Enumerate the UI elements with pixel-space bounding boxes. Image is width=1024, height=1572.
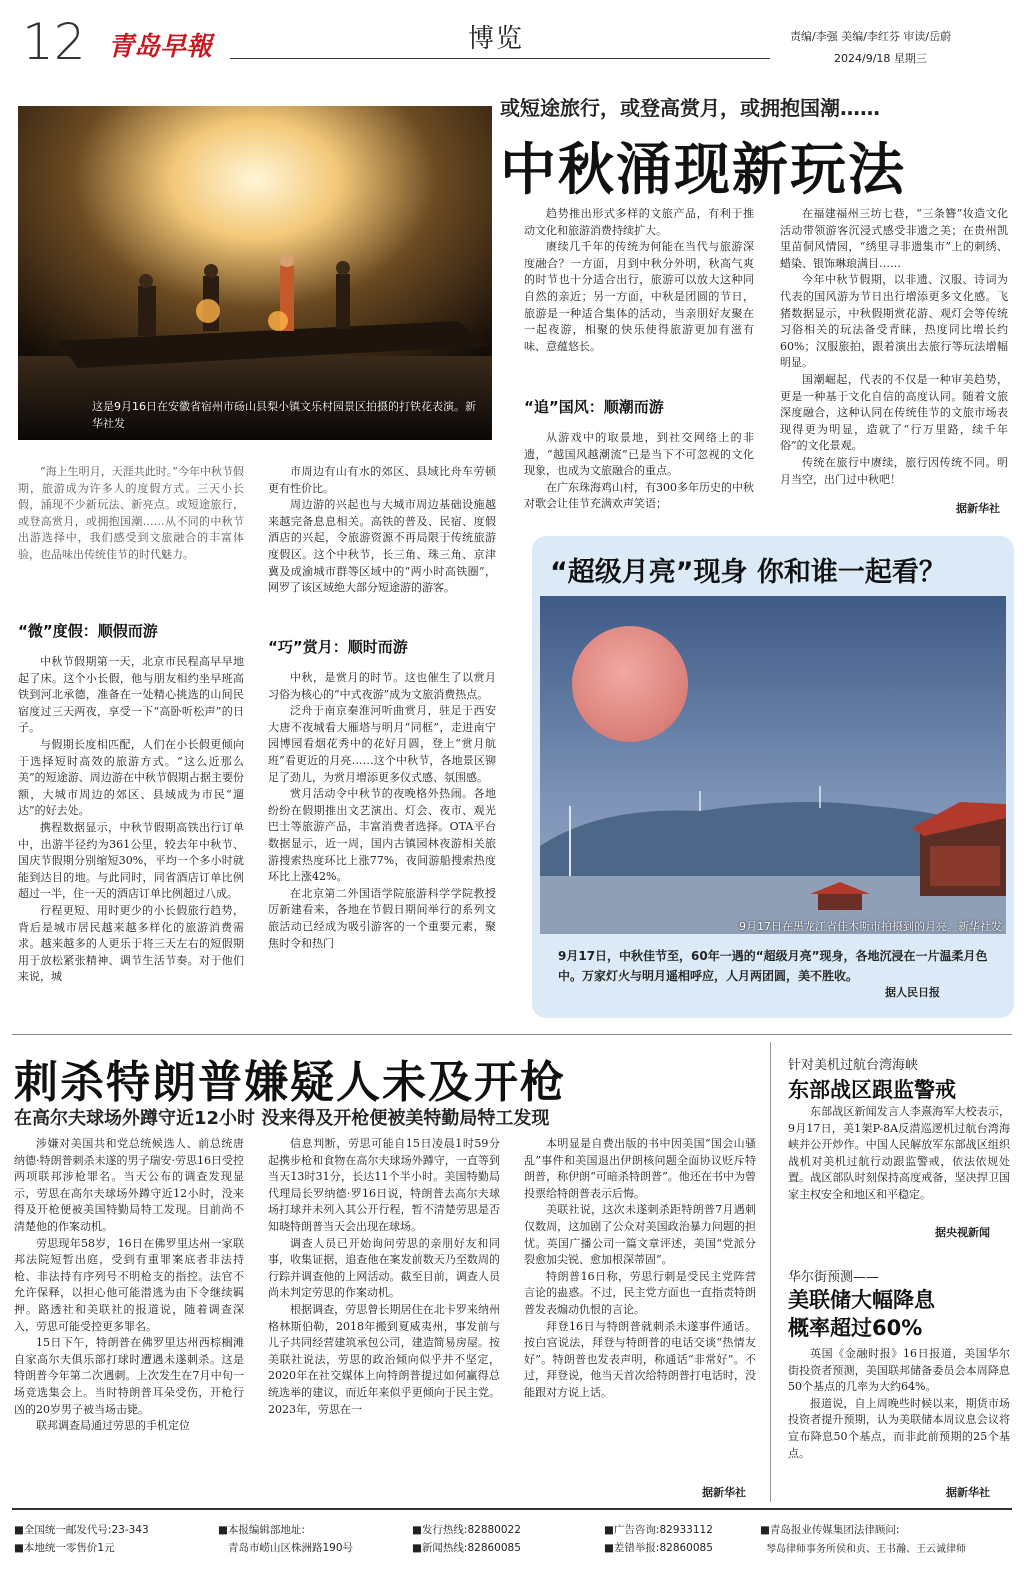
trump-col3 xyxy=(524,1136,756,1402)
lead-col1-p4: 行程更短、用时更少的小长假旅行趋势，背后是城市居民越来越多样化的旅游消费需求。越来越多的人更乐于将三天左右的短假期用于放松紧张精神、调节生活节奏。对于他们来说，城 xyxy=(18,903,244,984)
lead-subhead-3: “追”国风：顺潮而游 xyxy=(524,398,664,416)
lead-col2b-p4: 在北京第二外国语学院旅游科学学院教授厉新建看来，各地在节假日期间举行的系列文旅活动已经成为吸引游客的一个重要元素，聚焦时令和热门 xyxy=(268,886,496,950)
lead-intro: “海上生明月，天涯共此时。”今年中秋节假期，旅游成为许多人的度假方式。三天小长假，涌现不少新玩法、新亮点。或短途旅行，或登高赏月，或拥抱国潮……从不同的中秋节出游选择中，我们感受到文旅融合的丰富体验，也品味出传统佳节的时代魅力。 xyxy=(18,465,244,561)
lead-col1-p1: 中秋节假期第一天，北京市民程高早早地起了床。这个小长假，他与朋友相约坐早班高铁到河北承德，准备在一处精心挑选的山间民宿度过三天两夜，享受一下“高卧听松声”的日子。 xyxy=(18,655,244,735)
sidebar1-headline: 东部战区跟监警戒 xyxy=(788,1078,956,1102)
trump-col3-p4: 拜登16日与特朗普就刺杀未遂事件通话。按白宫说法，拜登与特朗普的电话交谈“热情友好”。特朗普也发表声明，称通话“非常好”。不过，拜登说，他当天首次给特朗普打电话时，没能跟对方说上话。 xyxy=(524,1319,756,1399)
trump-headline: 刺杀特朗普嫌疑人未及开枪 xyxy=(14,1057,566,1108)
trump-col1-p1: 涉嫌对美国共和党总统候选人、前总统唐纳德·特朗普刺杀未遂的男子瑞安·劳思16日受控两项联邦涉枪罪名。当天公布的调查发现显示，劳思在高尔夫球场外蹲守近12小时，没来得及开枪便被美国特勤局特工发现。目前尚不清楚他的作案动机。 xyxy=(14,1137,244,1233)
footer-price: ■本地统一零售价1元 xyxy=(14,1542,115,1554)
editors: 责编/李强 美编/李红芬 审读/岳蔚 xyxy=(790,30,952,43)
trump-col1 xyxy=(14,1136,244,1435)
footer-error-hotline: ■差错举报:82860085 xyxy=(604,1542,713,1554)
footer-address: 青岛市崂山区株洲路190号 xyxy=(228,1542,354,1554)
lead-col3b xyxy=(524,430,754,513)
iron-flower-image xyxy=(18,106,492,440)
trump-col2 xyxy=(268,1136,500,1418)
lead-col2-p2: 周边游的兴起也与大城市周边基础设施越来越完备息息相关。高铁的普及、民宿、度假酒店的兴起，令旅游资源不再局限于传统旅游度假区。这个中秋节，长三角、珠三角、京津冀及成渝城市群等区域中的“两小时高铁圈”，网罗了该区域绝大部分短途游的游客。 xyxy=(268,498,496,595)
lead-col2b-p2: 泛舟于南京秦淮河听曲赏月，驻足于西安大唐不夜城看大雁塔与明月“同框”，走进南宁园博园看烟花秀中的花好月圆，登上“赏月航班”看更近的月亮……这个中秋节，各地景区铆足了劲儿，为赏月增添更多仪式感、氛围感。 xyxy=(268,704,496,784)
lead-col3b-p1: 从游戏中的取景地，到社交网络上的非遗，“越国风越潮流”已是当下不可忽视的文化现象，也成为文旅融合的重点。 xyxy=(524,431,754,478)
sidebar2-p1: 英国《金融时报》16日报道，美国华尔街投资者预测，美国联邦储备委员会本周降息50个基点的几率为大约64%。 xyxy=(788,1347,1010,1394)
sidebar2-p2: 报道说，自上周晚些时候以来，期货市场投资者提升预期，认为美联储本周议息会议将宣布降息50个基点，而非此前预期的25个基点。 xyxy=(788,1396,1010,1460)
section-title: 博览 xyxy=(468,24,525,54)
moon-photo-caption: 9月17日在黑龙江省佳木斯市拍摄到的月亮。新华社发 xyxy=(739,920,1002,933)
lead-col2 xyxy=(268,464,496,597)
sidebar1-kicker: 针对美机过航台湾海峡 xyxy=(788,1058,919,1073)
lead-col4 xyxy=(780,206,1008,488)
lead-col3-p1: 趋势推出形式多样的文旅产品，有利于推动文化和旅游消费持续扩大。 xyxy=(524,207,754,237)
footer-news-hotline: ■新闻热线:82860085 xyxy=(412,1542,521,1554)
sidebar2-body xyxy=(788,1346,1010,1462)
lead-col1-p2: 与假期长度相匹配，人们在小长假更倾向于选择短时高效的旅游方式。“这么近那么美”的短途游、周边游在中秋节假期占据主要份额，大城市周边的郊区、县域成为市民“遛达”的好去处。 xyxy=(18,737,244,818)
trump-col2-p2: 调查人员已开始询问劳思的亲朋好友和同事，收集证据，追查他在案发前数天乃至数周的行踪并调查他的上网活动。截至目前，调查人员尚未判定劳思的作案动机。 xyxy=(268,1236,500,1300)
sidebar2-headline-2: 概率超过60% xyxy=(788,1316,923,1340)
moon-text: 9月17日，中秋佳节至，60年一遇的“超级月亮”现身，各地沉浸在一片温柔月色中。万家灯火与明月遥相呼应，人月两团圆，美不胜收。 xyxy=(558,949,988,983)
trump-col2-p3: 根据调查，劳思曾长期居住在北卡罗来纳州格林斯伯勒，2018年搬到夏威夷州，事发前与儿子共同经营建筑承包公司，建造简易房屋。按美联社说法，劳思的政治倾向似乎并不坚定，2020年在社交媒体上向特朗普提过如何赢得总统选举的建议，而近年来似乎更倾向于民主党。2023年，劳思在一 xyxy=(268,1302,500,1416)
trump-subhead: 在高尔夫球场外蹲守近12小时 没来得及开枪便被美特勤局特工发现 xyxy=(14,1108,550,1129)
trump-col1-p4: 联邦调查局通过劳思的手机定位 xyxy=(36,1419,190,1433)
sidebar2-headline-1: 美联储大幅降息 xyxy=(788,1288,935,1312)
lead-col1-p3: 携程数据显示，中秋节假期高铁出行订单中，出游半径约为361公里，较去年中秋节、国庆节假期分别缩短30%，平均一个多小时就能到达目的地。与此同时，同省酒店订单比例超过一半，住一天的酒店订单比例超过八成。 xyxy=(18,820,244,901)
sidebar2-kicker: 华尔街预测—— xyxy=(788,1270,880,1285)
footer-legal-label: ■青岛报业传媒集团法律顾问: xyxy=(760,1524,900,1536)
trump-col1-p3: 15日下午，特朗普在佛罗里达州西棕榈滩自家高尔夫俱乐部打球时遭遇未遂刺杀。这是特朗普今年第二次遇刺。上次发生在7月中旬一场竞选集会上。当时特朗普耳朵受伤，开枪行凶的20岁男子被当场击毙。 xyxy=(14,1336,244,1416)
lead-col3-p2: 赓续几千年的传统为何能在当代与旅游深度融合？一方面，月到中秋分外明，秋高气爽的时节也十分适合出行，旅游可以放大这种同自然的亲近；另一方面，中秋是团圆的节日，旅游是一种适合集体的活动，当亲朋好友聚在一起夜游，相聚的快乐使得旅游更加有滋有味、意蕴悠长。 xyxy=(524,240,754,353)
section-divider xyxy=(12,1034,1012,1035)
lead-col2b-p1: 中秋，是赏月的时节。这也催生了以赏月习俗为核心的“中式夜游”成为文旅消费热点。 xyxy=(268,671,496,701)
lead-col3 xyxy=(524,206,754,355)
sidebar1-text: 东部战区新闻发言人李熹海军大校表示，9月17日，美1架P-8A反潜巡逻机过航台湾海峡并公开炒作。中国人民解放军东部战区组织战机对美机过航行动跟监警戒，依法依规处置。战区部队时刻保持高度戒备，坚决捍卫国家主权安全和地区和平稳定。 xyxy=(788,1105,1010,1201)
moon-credit: 据人民日报 xyxy=(885,986,940,999)
footer-ad-hotline: ■广告咨询:82933112 xyxy=(604,1524,713,1536)
lead-subhead-1: “微”度假：顺假而游 xyxy=(18,622,158,640)
trump-col2-p1: 信息判断，劳思可能自15日凌晨1时59分起携步枪和食物在高尔夫球场外蹲守，一直等到当天13时31分，长达11个半小时。美国特勤局代理局长罗纳德·罗16日说，特朗普去高尔夫球场打球并未列入其公开行程，暂不清楚劳思是否知晓特朗普当天会出现在球场。 xyxy=(268,1137,500,1233)
lead-col2b xyxy=(268,670,496,952)
lead-photo-caption: 这是9月16日在安徽省宿州市砀山县梨小镇文乐村园景区拍摄的打铁花表演。新华社发 xyxy=(92,400,476,430)
lead-col2-p1: 市周边有山有水的郊区、县域比舟车劳顿更有性价比。 xyxy=(268,465,496,495)
trump-credit: 据新华社 xyxy=(702,1486,746,1499)
super-moon-image xyxy=(540,596,1006,934)
lead-headline: 中秋涌现新玩法 xyxy=(500,138,906,203)
lead-col4-p1: 在福建福州三坊七巷，“三条簪”妆造文化活动带领游客沉浸式感受非遗之美；在贵州凯里苗侗风情园，“绣里寻非遗集市”上的刺绣、蜡染、银饰琳琅满目…… xyxy=(780,207,1008,270)
trump-col3-p3: 特朗普16日称，劳思行刺是受民主党阵营言论的蛊惑。不过，民主党方面也一直指责特朗普发表煽动仇恨的言论。 xyxy=(524,1269,756,1316)
lead-col3b-p2: 在广东珠海鸡山村，有300多年历史的中秋对歌会让佳节充满欢声笑语； xyxy=(524,480,754,511)
trump-col1-p2: 劳思现年58岁，16日在佛罗里达州一家联邦法院短暂出庭，受到有重罪案底者非法持枪、非法持有序列号不明枪支的指控。法官不允许保释，以担心他可能潜逃为由下令继续羁押。路透社和美联社的报道说，随着调查深入，劳思可能受控更多罪名。 xyxy=(14,1236,244,1333)
sidebar2-credit: 据新华社 xyxy=(946,1486,990,1499)
page-number: 12 xyxy=(22,13,86,71)
lead-col4-p3: 国潮崛起，代表的不仅是一种审美趋势，更是一种基于文化自信的高度认同。随着文旅深度融合，这种认同在传统佳节的文旅市场表现得更为明显，造就了“行万里路，续千年俗”的文化景观。 xyxy=(780,372,1008,453)
issue-date: 2024/9/18 星期三 xyxy=(834,52,927,65)
footer-legal-firm: 琴岛律师事务所侯和贞、王书瀚、王云诚律师 xyxy=(766,1544,966,1555)
footer-postal-code: ■全国统一邮发代号:23-343 xyxy=(14,1524,149,1536)
paper-name: 青岛早報 xyxy=(108,32,213,62)
trump-col3-p1: 本明显是自费出版的书中因美国“国会山骚乱”事件和美国退出伊朗核问题全面协议贬斥特朗普，称伊朗“可暗杀特朗普”。他还在书中为曾投票给特朗普表示后悔。 xyxy=(524,1137,756,1200)
lead-subhead-2: “巧”赏月：顺时而游 xyxy=(268,638,408,656)
lead-kicker: 或短途旅行，或登高赏月，或拥抱国潮…… xyxy=(500,96,880,120)
trump-col3-p2: 美联社说，这次未遂刺杀距特朗普7月遇刺仅数周，这加剧了公众对美国政治暴力问题的担忧。英国广播公司一篇文章评述，美国“党派分裂愈加尖锐、愈加根深蒂固”。 xyxy=(524,1203,756,1267)
sidebar-divider xyxy=(770,1042,771,1502)
sidebar1-credit: 据央视新闻 xyxy=(935,1226,990,1239)
lead-col1 xyxy=(18,654,244,986)
super-moon-photo xyxy=(540,596,1006,934)
lead-col4-p2: 今年中秋节假期，以非遗、汉服、诗词为代表的国风游为节日出行增添更多文化感。飞猪数据显示，中秋假期赏花游、观灯会等传统习俗相关的玩法备受青睐，热度同比增长约60%；汉服旅拍，跟着演出去旅行等玩法增幅明显。 xyxy=(780,273,1008,370)
lead-col2b-p3: 赏月活动令中秋节的夜晚格外热闹。各地纷纷在假期推出文艺演出、灯会、夜市、观光巴士等旅游产品，丰富消费者选择。OTA平台数据显示，近一周，国内古镇园林夜游相关旅游搜索热度环比上涨77%，夜间游船搜索热度环比上涨42%。 xyxy=(268,787,496,884)
lead-col4-p4: 传统在旅行中赓续，旅行因传统不同。明月当空，出门过中秋吧！ xyxy=(780,455,1008,486)
iron-flower-photo xyxy=(18,106,492,440)
footer-rule xyxy=(12,1508,1012,1510)
lead-credit: 据新华社 xyxy=(956,502,1000,515)
moon-title: “超级月亮”现身 你和谁一起看？ xyxy=(550,557,946,588)
footer-address-label: ■本报编辑部地址: xyxy=(218,1524,305,1536)
footer-distribution-hotline: ■发行热线:82880022 xyxy=(412,1524,521,1536)
header-left-rule xyxy=(230,58,770,59)
